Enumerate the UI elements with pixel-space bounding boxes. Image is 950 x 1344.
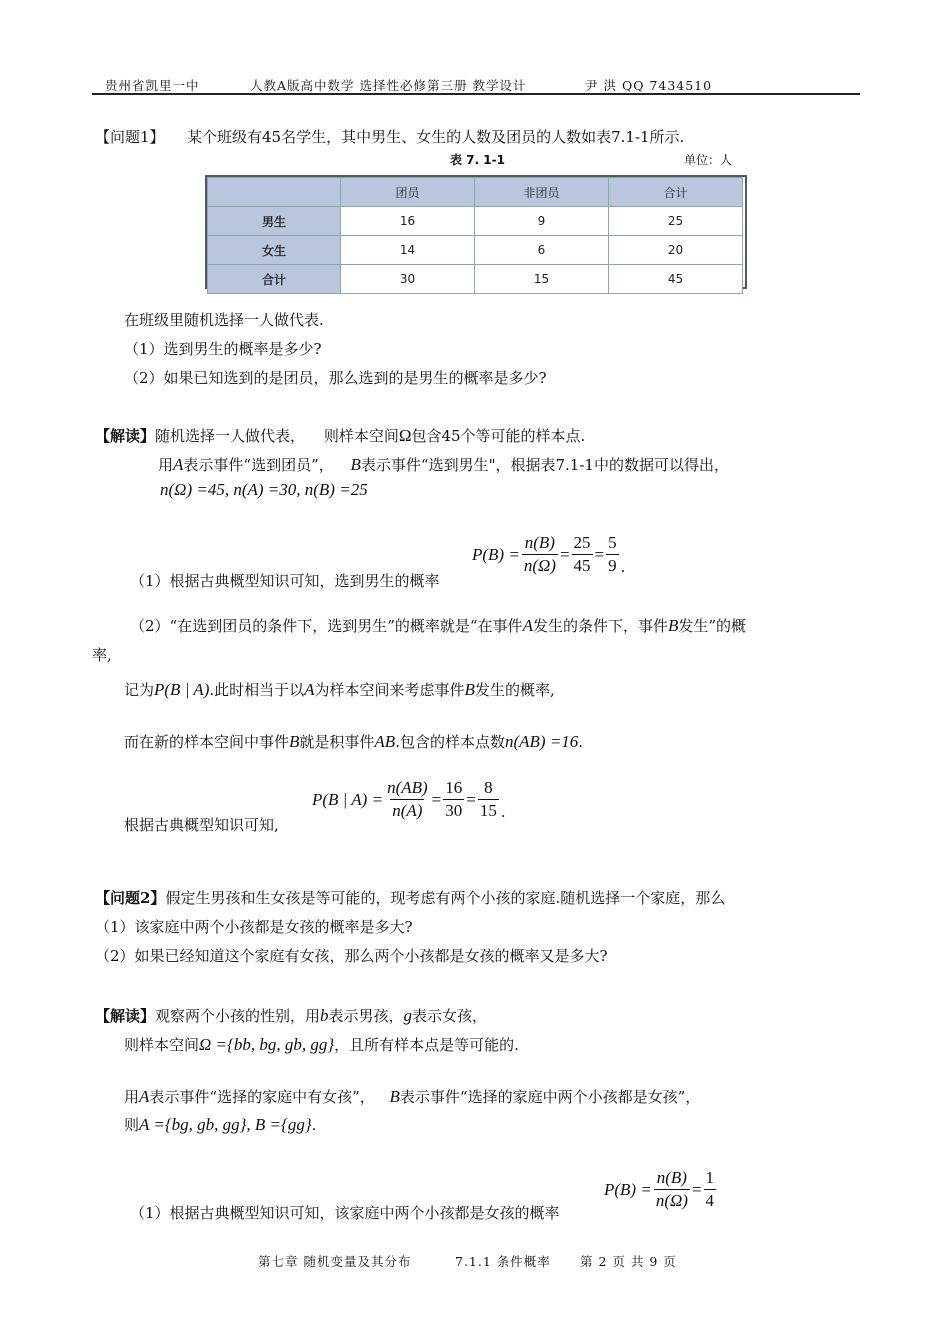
formula-lhs: P(B | A) = <box>312 789 384 809</box>
formula-lhs: P(B) = <box>604 1179 652 1199</box>
sol1-counts: n(Ω) =45, n(A) =30, n(B) =25 <box>160 480 368 499</box>
data-table <box>207 177 743 294</box>
event-a: A <box>522 616 533 635</box>
sol2-p1-text: （1）根据古典概型知识可知，该家庭中两个小孩都是女孩的概率 <box>130 1204 560 1222</box>
sol2-line3a: 用 <box>124 1088 140 1106</box>
frac-den: 15 <box>479 801 497 820</box>
frac-den: n(Ω) <box>523 556 556 575</box>
frac-num: 8 <box>484 778 493 797</box>
frac-den: n(A) <box>392 801 423 820</box>
event-b: B <box>350 455 361 474</box>
sol2-line1a: 观察两个小孩的性别，用 <box>155 1007 321 1025</box>
sol2-line4: 则A ={bg, gb, gg}, B ={gg}. <box>124 1115 317 1134</box>
sol1-p2-line1b: 发生的条件下，事件 <box>532 617 668 635</box>
sol2-line3c: 表示事件“选择的家庭中两个小孩都是女孩”， <box>399 1088 701 1106</box>
sol1-p2-line3 <box>124 679 555 700</box>
q2-part2: （2）如果已经知道这个家庭有女孩，那么两个小孩都是女孩的概率又是多大? <box>95 947 608 965</box>
frac-num: n(B) <box>524 533 555 552</box>
sol1-p2-line1a: （2）“在选到团员的条件下，选到男生”的概率就是“在事件 <box>130 617 523 635</box>
sol1-p2-line3b: .此时相当于以 <box>209 681 305 699</box>
frac-den: n(Ω) <box>655 1191 688 1210</box>
table-cell: 6 <box>474 236 608 265</box>
sol1-line2b: 表示事件“选到团员”， <box>183 456 334 474</box>
q1-intro: 在班级里随机选择一人做代表. <box>124 311 324 329</box>
formula-p-b: P(B) = $\frac{n(B)}{n(\Omega)}$ = $\frac{25}{45}$ = $\frac{5}{9}$ . <box>472 533 626 576</box>
sol1-p2-line4a: 而在新的样本空间中事件 <box>124 733 290 751</box>
event-a: A <box>173 455 184 474</box>
event-b: B <box>289 732 300 751</box>
table-row <box>208 265 743 294</box>
event-b: B <box>389 1087 400 1106</box>
event-ab: AB <box>374 732 396 751</box>
table-caption: 表 7. 1-1 <box>450 153 505 167</box>
sol2-line2 <box>124 1034 519 1055</box>
sol2-line3b: 表示事件“选择的家庭中有女孩”， <box>149 1088 375 1106</box>
header-school: 贵州省凯里一中 <box>105 78 200 93</box>
q2-tag: 【问题2】 <box>95 889 166 907</box>
frac-num: 5 <box>608 533 617 552</box>
sol1-p1-text: （1）根据古典概型知识可知，选到男生的概率 <box>130 572 440 590</box>
q2-text: 假定生男孩和生女孩是等可能的，现考虑有两个小孩的家庭.随机选择一个家庭，那么 <box>165 889 726 907</box>
table-cell: 45 <box>608 265 742 294</box>
sol1-p2-line4c: .包含的样本点数 <box>395 733 505 751</box>
sol1-line2a: 用 <box>158 456 174 474</box>
sol1-p2-line3c: 为样本空间来考虑事件 <box>314 681 465 699</box>
sol1-p2-line1c: 发生”的概 <box>678 617 747 635</box>
q2-part1: （1）该家庭中两个小孩都是女孩的概率是多大? <box>95 918 413 936</box>
table-row <box>208 207 743 236</box>
event-sets: A ={bg, gb, gg}, B ={gg} <box>139 1115 312 1134</box>
table-row-header: 合计 <box>208 265 341 294</box>
sol2-line1b: 表示男孩， <box>328 1007 404 1025</box>
table-header-cell: 团员 <box>340 178 474 207</box>
frac-num: 1 <box>705 1168 715 1187</box>
frac-num: 16 <box>445 778 463 797</box>
header-course: 人教A版高中数学 选择性必修第三册 教学设计 <box>250 78 527 93</box>
footer-section: 7.1.1 条件概率 <box>455 1254 551 1269</box>
frac-den: 45 <box>573 556 591 575</box>
table-header-row <box>208 178 743 207</box>
frac-num: n(AB) <box>387 778 428 797</box>
table-header-cell <box>208 178 341 207</box>
sol1-p2-line1 <box>130 615 746 636</box>
event-b: B <box>464 680 475 699</box>
sol2-line2a: 则样本空间 <box>124 1036 200 1054</box>
n-ab: n(AB) =16 <box>504 732 579 751</box>
header-rule <box>92 93 860 95</box>
table-header-cell: 合计 <box>608 178 742 207</box>
q1-tag: 【问题1】 <box>95 128 165 146</box>
table-cell: 20 <box>608 236 742 265</box>
frac-den: 9 <box>608 556 617 575</box>
footer-page: 第 2 页 共 9 页 <box>580 1254 677 1269</box>
formula-p-b-given-a: P(B | A) = $\frac{n(AB)}{n(A)}$ = $\frac{16}{30}$ = $\frac{8}{15}$ . <box>312 778 506 821</box>
table-cell: 14 <box>340 236 474 265</box>
sol2-line1c: 表示女孩， <box>412 1007 488 1025</box>
sol2-line3 <box>124 1086 700 1107</box>
sol1-tag: 【解读】 <box>95 427 156 445</box>
sol1-line1c: 包含45个等可能的样本点. <box>411 427 586 445</box>
q1-part1: （1）选到男生的概率是多少? <box>124 340 322 358</box>
omega-set: Ω ={bb, bg, gb, gg} <box>199 1035 335 1054</box>
table-row-header: 男生 <box>208 207 341 236</box>
table-cell: 15 <box>474 265 608 294</box>
sol1-line1b: 则样本空间 <box>323 427 399 445</box>
table-row <box>208 236 743 265</box>
table-cell: 25 <box>608 207 742 236</box>
q1-text: 某个班级有45名学生，其中男生、女生的人数及团员的人数如表7.1-1所示. <box>187 128 685 146</box>
sol1-p2-line5: 根据古典概型知识可知, <box>124 816 279 834</box>
sol1-line2c: 表示事件“选到男生"，根据表7.1-1中的数据可以得出， <box>360 456 729 474</box>
sol2-line4a: 则 <box>124 1116 140 1134</box>
table-cell: 9 <box>474 207 608 236</box>
sol1-p2-line4b: 就是积事件 <box>299 733 375 751</box>
frac-den: 30 <box>445 801 463 820</box>
formula-lhs: P(B) = <box>472 544 520 564</box>
symbol-g: g <box>403 1006 413 1025</box>
sol2-tag: 【解读】 <box>95 1007 156 1025</box>
formula-p-b-2: P(B) = $\frac{n(B)}{n(\Omega)}$ = $\frac{1}{4}$ <box>604 1168 715 1210</box>
sol2-line1 <box>95 1005 487 1026</box>
event-b: B <box>667 616 679 635</box>
table-cell: 16 <box>340 207 474 236</box>
sol1-line1 <box>95 425 585 446</box>
frac-num: 25 <box>573 533 591 552</box>
symbol-b: b <box>320 1006 329 1025</box>
sol1-p2-line3d: 发生的概率, <box>474 681 555 699</box>
sol1-line1a: 随机选择一人做代表， <box>155 427 306 445</box>
frac-num: n(B) <box>656 1168 687 1187</box>
sol1-p2-line4: 而在新的样本空间中事件B就是积事件AB.包含的样本点数n(AB) =16. <box>124 732 584 751</box>
header-author: 尹 洪 QQ 7434510 <box>585 78 713 93</box>
q1-part2: （2）如果已知选到的是团员，那么选到的是男生的概率是多少? <box>124 369 547 387</box>
table-cell: 30 <box>340 265 474 294</box>
sol1-p2-line2: 率, <box>92 646 112 664</box>
p-b-given-a: P(B | A) <box>154 680 210 699</box>
table-unit: 单位：人 <box>684 153 733 167</box>
table-row-header: 女生 <box>208 236 341 265</box>
q2-line1 <box>95 887 725 908</box>
frac-den: 4 <box>705 1191 715 1210</box>
sol2-line2b: ，且所有样本点是等可能的. <box>334 1036 519 1054</box>
sol1-omega: Ω <box>398 426 412 445</box>
sol1-line2 <box>158 454 729 475</box>
sol1-p2-line3a: 记为 <box>124 681 155 699</box>
event-a: A <box>139 1087 150 1106</box>
table-header-cell: 非团员 <box>474 178 608 207</box>
footer-chapter: 第七章 随机变量及其分布 <box>258 1254 412 1269</box>
event-a: A <box>304 680 315 699</box>
